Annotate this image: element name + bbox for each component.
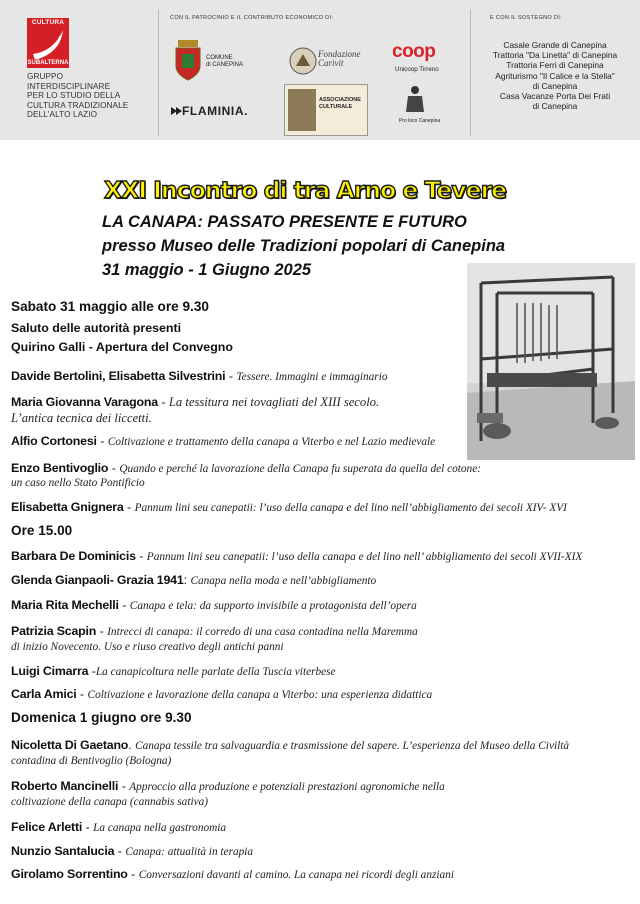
- speaker-name: Enzo Bentivoglio: [11, 461, 109, 475]
- talk-title: Approccio alla produzione e potenziali prestazioni agronomiche nella: [129, 781, 445, 793]
- org-line: PER LO STUDIO DELLA: [27, 91, 121, 101]
- talk-title: Tessere. Immagini e immaginario: [236, 371, 388, 383]
- sponsor-line: di Canepina: [532, 80, 578, 91]
- org-line: INTERDISCIPLINARE: [27, 81, 111, 91]
- speaker-name: Carla Amici: [11, 687, 77, 701]
- program-entry-cont: [11, 794, 208, 810]
- fondazione-emblem-icon: [288, 46, 318, 76]
- speaker-name: Luigi Cimarra: [11, 664, 89, 678]
- event-dates: 31 maggio - 1 Giugno 2025: [102, 261, 312, 279]
- program-entry: [11, 844, 253, 860]
- talk-title-cont: contadina di Bentivoglio (Bologna): [11, 755, 172, 767]
- program-entry: [11, 820, 226, 836]
- logo-bottom-label: SUBALTERNA: [27, 60, 69, 66]
- talk-title-cont: un caso nello Stato Pontificio: [11, 477, 145, 489]
- sponsor-line: Trattoria Ferri di Canepina: [506, 60, 604, 71]
- loom-photo: [467, 263, 635, 460]
- sponsor-line: di Canepina: [532, 101, 578, 112]
- patronage-title: CON IL PATROCINIO E IL CONTRIBUTO ECONOMICO DI:: [170, 15, 334, 21]
- afternoon-heading: Ore 15.00: [11, 523, 73, 538]
- program-entry: [11, 395, 379, 410]
- talk-title: La canapa nella gastronomia: [93, 822, 227, 834]
- talk-title: Canapa e tela: da supporto invisibile a protagonista dell’opera: [129, 600, 417, 612]
- talk-title: La tessitura nei tovagliati del XIII secolo.: [168, 395, 380, 409]
- organization-name: [27, 72, 152, 120]
- logo-top-label: CULTURA: [27, 18, 69, 28]
- talk-title: Quando e perché la lavorazione della Canapa fu superata da quella del cotone:: [119, 463, 481, 475]
- entry-separator: -: [76, 687, 88, 701]
- program-entry: [11, 664, 336, 680]
- sponsor-line: Agriturismo "Il Calice e la Stella": [495, 70, 615, 81]
- event-subtitle: LA CANAPA: PASSATO PRESENTE E FUTURO: [102, 213, 467, 231]
- org-line: GRUPPO: [27, 72, 64, 81]
- event-venue: presso Museo delle Tradizioni popolari di Canepina: [102, 237, 506, 255]
- comune-crest-icon: [172, 40, 204, 82]
- entry-separator: -: [118, 779, 130, 793]
- entry-separator: -: [157, 395, 169, 409]
- header-divider: [158, 10, 159, 136]
- entry-separator: :: [183, 573, 191, 587]
- speaker-name: Roberto Mancinelli: [11, 779, 119, 793]
- program-entry: [11, 867, 454, 883]
- flaminia-logo: FLAMINIA.: [182, 104, 249, 118]
- org-line: DELL'ALTO LAZIO: [27, 110, 98, 120]
- sponsor-line: Casale Grande di Canepina: [503, 40, 607, 50]
- program-entry: [11, 779, 445, 795]
- saturday-heading: Sabato 31 maggio alle ore 9.30: [11, 299, 209, 314]
- talk-title: Canapa nella moda e nell’abbigliamento: [190, 575, 377, 587]
- speaker-name: Barbara De Dominicis: [11, 549, 136, 563]
- associazione-line: CULTURALE: [319, 103, 353, 110]
- opening-line: Quirino Galli - Apertura del Convegno: [11, 340, 233, 354]
- speaker-name: Elisabetta Gnignera: [11, 500, 124, 514]
- support-title: E CON IL SOSTEGNO DI:: [490, 15, 562, 21]
- program-entry-cont: [11, 639, 284, 655]
- entry-separator: .: [128, 738, 136, 752]
- talk-title-cont: coltivazione della canapa (cannabis sativa): [11, 796, 209, 808]
- program-entry: [11, 549, 582, 565]
- entry-separator: -: [96, 434, 108, 448]
- entry-separator: -: [108, 461, 120, 475]
- entry-separator: -: [135, 549, 147, 563]
- program-entry: [11, 598, 417, 614]
- sunday-heading: Domenica 1 giugno ore 9.30: [11, 710, 192, 725]
- program-entry: [11, 369, 387, 385]
- program-entry-cont: [11, 753, 171, 769]
- greeting-line: Saluto delle autorità presenti: [11, 321, 182, 335]
- comune-line: di CANEPINA: [206, 62, 244, 68]
- fondazione-line: Fondazione: [318, 49, 361, 59]
- associazione-image: [288, 89, 316, 131]
- entry-separator: -: [114, 844, 126, 858]
- program-entry: [11, 624, 418, 640]
- entry-separator: -: [127, 867, 139, 881]
- talk-title: La canapicoltura nelle parlate della Tuscia viterbese: [95, 666, 336, 678]
- speaker-name: Alfio Cortonesi: [11, 434, 97, 448]
- talk-title: Coltivazione e lavorazione della canapa a Viterbo: una esperienza didattica: [87, 689, 433, 701]
- header-divider: [470, 10, 471, 136]
- entry-separator: -: [225, 369, 237, 383]
- fondazione-label: [318, 50, 361, 68]
- entry-separator: -: [123, 500, 135, 514]
- talk-title: Canapa: attualità in terapia: [125, 846, 254, 858]
- speaker-name: Nunzio Santalucia: [11, 844, 115, 858]
- entry-separator: -: [96, 624, 108, 638]
- associazione-label: [319, 97, 361, 110]
- associazione-card: [284, 84, 368, 136]
- program-entry: [11, 500, 567, 516]
- talk-title: Canapa tessile tra salvaguardia e trasmissione del sapere. L’esperienza del Museo della Civiltà: [135, 740, 570, 752]
- speaker-name: Glenda Gianpaoli- Grazia 1941: [11, 573, 184, 587]
- talk-title: Conversazioni davanti al camino. La canapa nei ricordi degli anziani: [138, 869, 454, 881]
- speaker-name: Maria Giovanna Varagona: [11, 395, 158, 409]
- program-entry-cont: [11, 475, 145, 491]
- speaker-name: Maria Rita Mechelli: [11, 598, 119, 612]
- speaker-name: Girolamo Sorrentino: [11, 867, 128, 881]
- event-title: XXI Incontro di tra Arno e Tevere: [104, 176, 507, 204]
- program-entry: [11, 573, 376, 589]
- program-entry: [11, 434, 435, 450]
- entry-separator: -: [88, 664, 96, 678]
- org-line: CULTURA TRADIZIONALE: [27, 100, 129, 110]
- sponsor-line: Trattoria "Da Linetta" di Canepina: [492, 50, 618, 61]
- comune-label: [206, 55, 243, 69]
- speaker-name: Patrizia Scapin: [11, 624, 97, 638]
- program-entry: [11, 687, 432, 703]
- fondazione-line: Carivit: [318, 58, 344, 68]
- program-entry: [11, 738, 569, 754]
- sponsor-header: [0, 0, 640, 140]
- talk-title-cont: di inizio Novecento. Uso e riuso creativo degli antichi panni: [11, 641, 284, 653]
- sponsor-list: [475, 40, 635, 111]
- speaker-name: Davide Bertolini, Elisabetta Silvestrini: [11, 369, 226, 383]
- talk-title: Intrecci di canapa: il corredo di una casa contadina nella Maremma: [107, 626, 418, 638]
- proloco-figure-icon: [402, 84, 428, 114]
- talk-title: Pannum lini seu canepatii: l’uso della canapa e del lino nell’ abbigliamento dei secoli XVII-XIX: [146, 551, 583, 563]
- speaker-name: Felice Arletti: [11, 820, 83, 834]
- cultura-subalterna-logo: [27, 18, 69, 68]
- entry-separator: -: [82, 820, 94, 834]
- comune-line: COMUNE: [206, 55, 233, 61]
- speaker-name: Nicoletta Di Gaetano: [11, 738, 129, 752]
- talk-title-cont: L’antica tecnica dei liccetti.: [11, 411, 152, 425]
- proloco-label: Pro loco Canepina: [399, 118, 441, 124]
- program-entry-cont: [11, 411, 152, 426]
- talk-title: Pannum lini seu canepatii: l’uso della canapa e del lino nell’abbigliamento dei secoli XIV- XVI: [134, 502, 567, 514]
- associazione-line: ASSOCIAZIONE: [319, 97, 361, 103]
- talk-title: Coltivazione e trattamento della canapa a Viterbo e nel Lazio medievale: [107, 436, 436, 448]
- coop-sub-label: Unicoop Tirreno: [395, 66, 439, 73]
- entry-separator: -: [118, 598, 130, 612]
- coop-logo: coop: [392, 41, 436, 62]
- sponsor-line: Casa Vacanze Porta Dei Frati: [499, 91, 611, 102]
